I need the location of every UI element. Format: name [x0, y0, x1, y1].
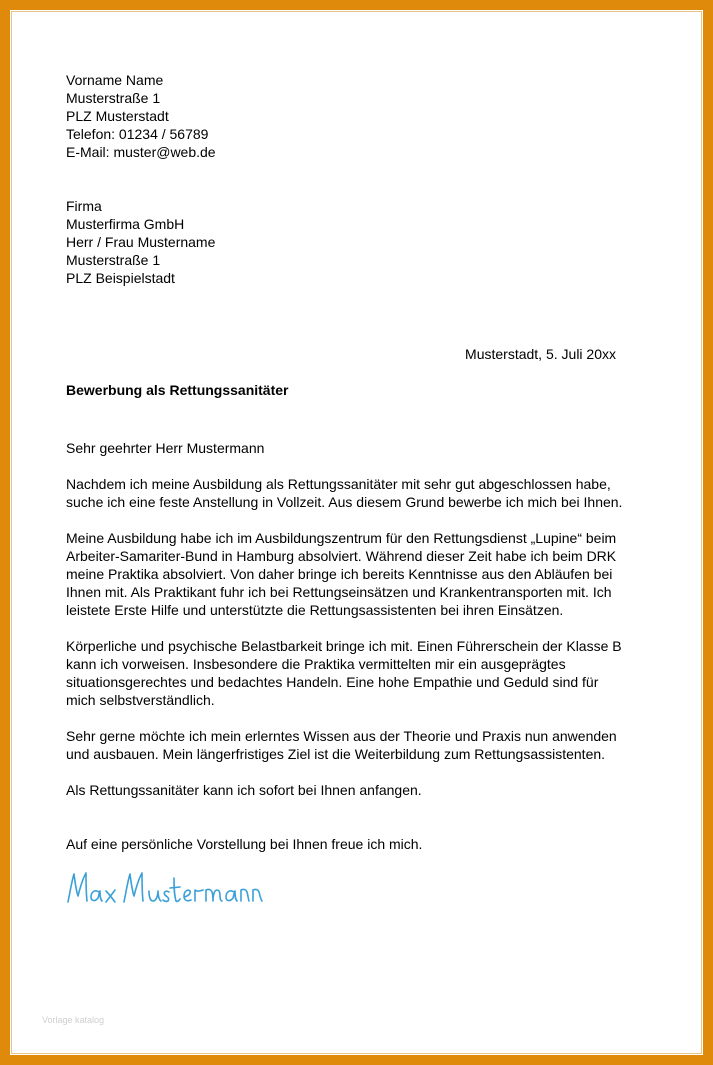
sender-phone: Telefon: 01234 / 56789 [66, 126, 209, 142]
paragraph-line: Arbeiter-Samariter-Bund in Hamburg absolviert. Während dieser Zeit habe ich beim DRK [66, 548, 617, 564]
salutation-text: Sehr geehrter Herr Mustermann [66, 440, 265, 456]
handwritten-signature [66, 868, 266, 912]
sender-city: PLZ Musterstadt [66, 108, 169, 124]
salutation [66, 439, 636, 457]
watermark: Vorlage katalog [42, 1015, 105, 1025]
paragraph-line: Als Rettungssanitäter kann ich sofort bei Ihnen anfangen. [66, 782, 422, 798]
body-paragraph-1 [66, 475, 636, 511]
sender-address [66, 71, 636, 161]
letter-date: Musterstadt, 5. Juli 20xx [465, 346, 616, 362]
sender-email: E-Mail: muster@web.de [66, 144, 216, 160]
sender-name: Vorname Name [66, 72, 164, 88]
paragraph-line: Sehr gerne möchte ich mein erlerntes Wissen aus der Theorie und Praxis nun anwenden [66, 728, 617, 744]
recipient-city: PLZ Beispielstadt [66, 270, 175, 286]
sender-street: Musterstraße 1 [66, 90, 161, 106]
recipient-street: Musterstraße 1 [66, 252, 161, 268]
recipient-address [66, 197, 636, 287]
paragraph-line: suche ich eine feste Anstellung in Vollzeit. Aus diesem Grund bewerbe ich mich bei Ihnen. [66, 494, 623, 510]
paragraph-line: mich selbstverständlich. [66, 692, 215, 708]
recipient-company-label: Firma [66, 198, 102, 214]
paragraph-line: Körperliche und psychische Belastbarkeit bringe ich mit. Einen Führerschein der Klasse B [66, 638, 622, 654]
paragraph-line: Ihnen mit. Als Praktikant fuhr ich bei Rettungseinsätzen und Krankentransporten mit. Ich [66, 584, 612, 600]
paragraph-line: Meine Ausbildung habe ich im Ausbildungszentrum für den Rettungsdienst „Lupine“ beim [66, 530, 617, 546]
paragraph-line: leistete Erste Hilfe und unterstützte die Rettungsassistenten bei ihren Einsätzen. [66, 602, 564, 618]
body-paragraph-5 [66, 781, 636, 799]
closing-text: Auf eine persönliche Vorstellung bei Ihnen freue ich mich. [66, 836, 423, 852]
body-paragraph-3 [66, 637, 636, 709]
letter-subject: Bewerbung als Rettungssanitäter [66, 382, 289, 398]
paragraph-line: kann ich vorweisen. Insbesondere die Praktika vermittelten mir ein ausgeprägtes [66, 656, 566, 672]
recipient-contact: Herr / Frau Mustername [66, 234, 216, 250]
paragraph-line: situationsgerechtes und bedachtes Handeln. Eine hohe Empathie und Geduld sind für [66, 674, 599, 690]
paragraph-line: und ausbauen. Mein längerfristiges Ziel ist die Weiterbildung zum Rettungsassistenten. [66, 746, 606, 762]
closing [66, 835, 636, 853]
body-paragraph-2 [66, 529, 636, 619]
body-paragraph-4 [66, 727, 636, 763]
paragraph-line: Nachdem ich meine Ausbildung als Rettungssanitäter mit sehr gut abgeschlossen habe, [66, 476, 611, 492]
paragraph-line: meine Praktika absolviert. Von daher bringe ich bereits Kenntnisse aus den Abläufen bei [66, 566, 613, 582]
recipient-company: Musterfirma GmbH [66, 216, 185, 232]
